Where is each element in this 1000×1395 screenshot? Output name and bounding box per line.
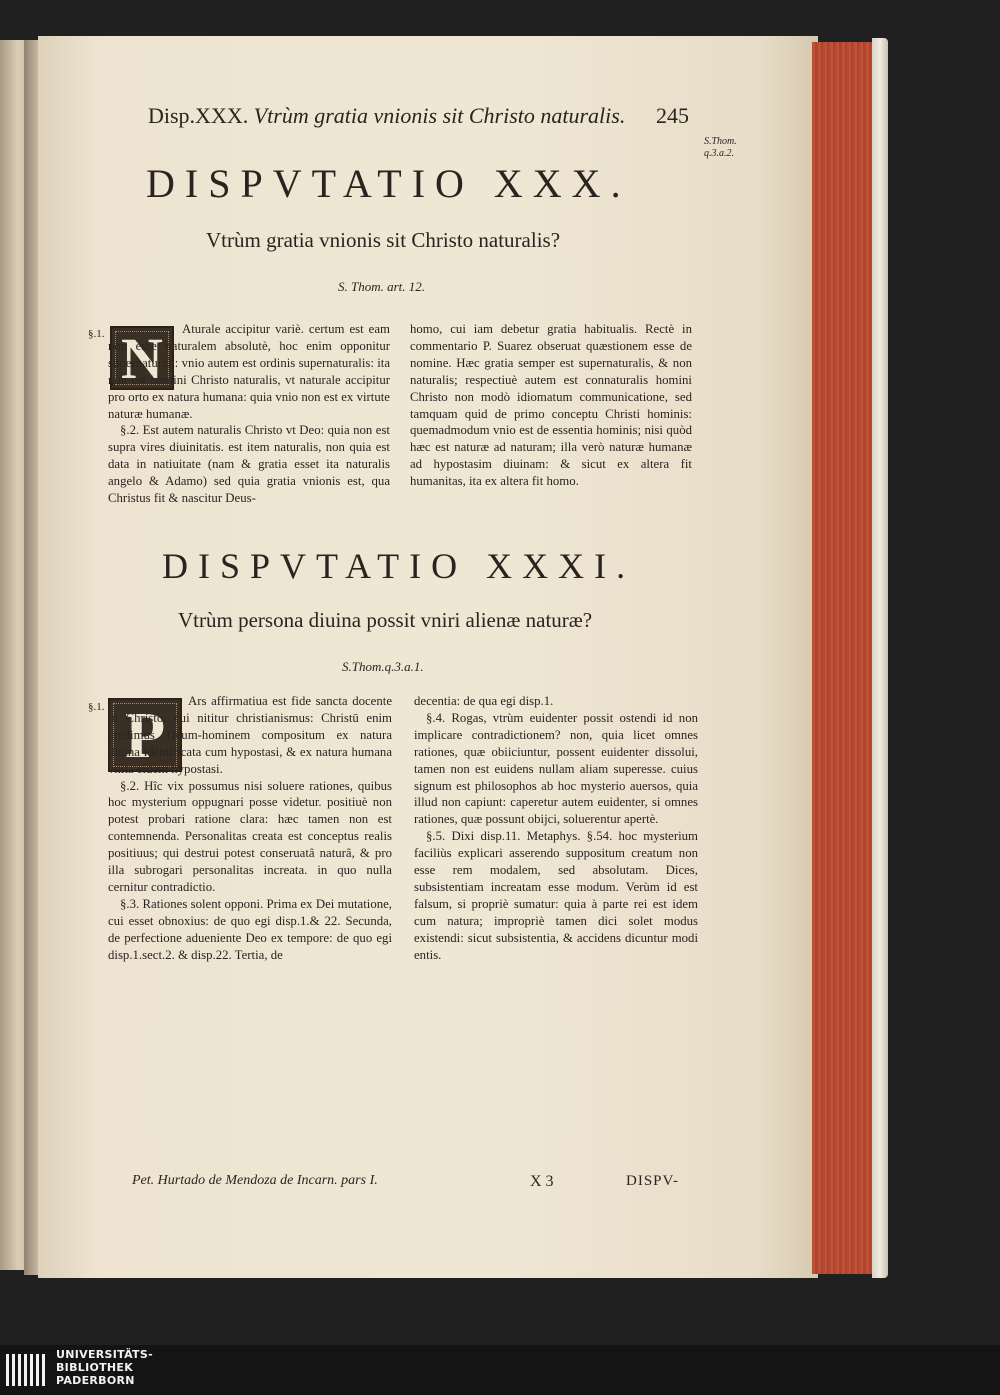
disputation-31-heading: DISPVTATIO XXXI. [162,546,636,586]
margin-note [704,136,737,160]
footer-signature: X 3 [530,1173,554,1190]
library-logo-icon [4,1350,50,1390]
drop-cap-letter: P [124,699,166,772]
disputation-30-reference: S. Thom. art. 12. [338,279,426,294]
paragraph: decentia: de qua egi disp.1. [414,694,554,708]
library-name-line: BIBLIOTHEK [56,1361,134,1374]
margin-note-line: S.Thom. [704,136,737,147]
drop-cap-letter: N [121,326,163,390]
disputation-30-question: Vtrùm gratia vnionis sit Christo naturalis? [206,228,561,252]
paragraph: Aturale accipitur variè. certum est eam non esse naturalem absolutè, hoc enim opponitur supernaturali: vnio autem est ordinis supernaturalis: ita non est homini Christo naturalis, vt naturale accipitur pro orto ex natura humana: quia vnio non est ex virtute naturæ humanæ. [108,322,390,421]
page-number: 245 [656,103,689,128]
disputation-31-question: Vtrùm persona diuina possit vniri alienæ naturæ? [178,608,593,632]
margin-note-line: q.3.a.2. [704,148,734,159]
running-head [148,103,625,129]
disputation-31-left-column [108,693,392,964]
paragraph: homo, cui iam debetur gratia habitualis. Rectè in commentario P. Suarez obseruat quæstionem esse de nomine. Hæc gratia semper est supernaturalis, & non naturalis; respectiuè autem est connaturalis homini Christo non modò idiomatum communicatione, sed tamquam quid de primo conceptu Christi hominis: quemadmodum vnio est de essentia hominis; nisi quòd hæc est naturæ ad naturam; illa verò naturæ humanæ ad hypostasim diuinam: & sicut ex altera fit humanitas, ita ex altera fit homo. [410,322,692,489]
disputation-31-right-column [414,693,698,964]
running-head-title: Vtrùm gratia vnionis sit Christo naturalis. [253,103,626,128]
library-name-line: PADERBORN [56,1374,135,1387]
disputation-31-reference: S.Thom.q.3.a.1. [342,659,424,674]
library-name-line: UNIVERSITÄTS- [56,1348,153,1361]
disputation-30-heading: DISPVTATIO XXX. [146,161,631,206]
section-mark: §.1. [88,701,105,713]
book-cover-edge [872,38,888,1278]
footer-catchword: DISPV- [626,1173,679,1189]
disputation-30-right-column [410,321,692,490]
running-head-disp: Disp.XXX. [148,103,249,128]
disputation-30-left-column [108,321,390,507]
red-page-edges [812,42,876,1274]
section-mark: §.1. [88,328,105,340]
right-page [38,36,818,1278]
paragraph: Ars affirmatiua est fide sancta docente in Christo, cui nititur christianismus: Christū enim credimus Deum-hominem compositum ex natura diuina identificata cum hypostasi, & ex natura humana vnita eidem hypostasi. [108,694,392,776]
paragraph: §.5. Dixi disp.11. Metaphys. §.54. hoc mysterium faciliùs explicari asserendo suppositum creatum non esse rem modalem, sed absolutam. Dices, subsistentiam increatam esse modum. Verùm id est falsum, si propriè sumatur: quia à parte rei est idem cum natura; impropriè tamen dici solet modus existendi: sicut subsistentia, & accidens dicuntur modi entis. [414,829,698,962]
footer-author: Pet. Hurtado de Mendoza de Incarn. pars I. [132,1173,378,1188]
library-name [56,1348,153,1387]
paragraph: §.2. Hîc vix possumus nisi soluere rationes, quibus hoc mysterium oppugnari posse videtur. positiuè non potest probari ratione clara: hæc tamen non est contemnenda. Personalitas creata est conceptus realis positiuus; qui destrui potest conseruatâ naturâ, & pro illa subrogari personalitas increata. in quo nulla cernitur contradictio. [108,778,392,894]
paragraph: §.2. Est autem naturalis Christo vt Deo: quia non est supra vires diuinitatis. est item naturalis, non quia est data in natiuitate (nam & gratia esset ita naturalis angelo & Adamo) sed quia gratia vnionis est, qua Christus fit & nascitur Deus- [108,423,390,506]
paragraph: §.3. Rationes solent opponi. Prima ex Dei mutatione, cui esset obnoxius: de quo egi disp.1.& 22. Secunda, de perfectione adueniente Deo ex tempore: de quo egi disp.1.sect.2. & disp.22. Tertia, de [108,896,392,962]
paragraph: §.4. Rogas, vtrùm euidenter possit ostendi id non implicare contradictionem? non, quia licet omnes rationes, quæ obiiciuntur, possent euidenter dissolui, tamen non est euidens nullam aliam superesse. cuius signum est philosophos ab hoc mysterio auersos, quia illud non capiunt: caperetur autem euidenter, si omnes rationes, quæ possunt obijci, soluerentur apertè. [414,710,698,827]
